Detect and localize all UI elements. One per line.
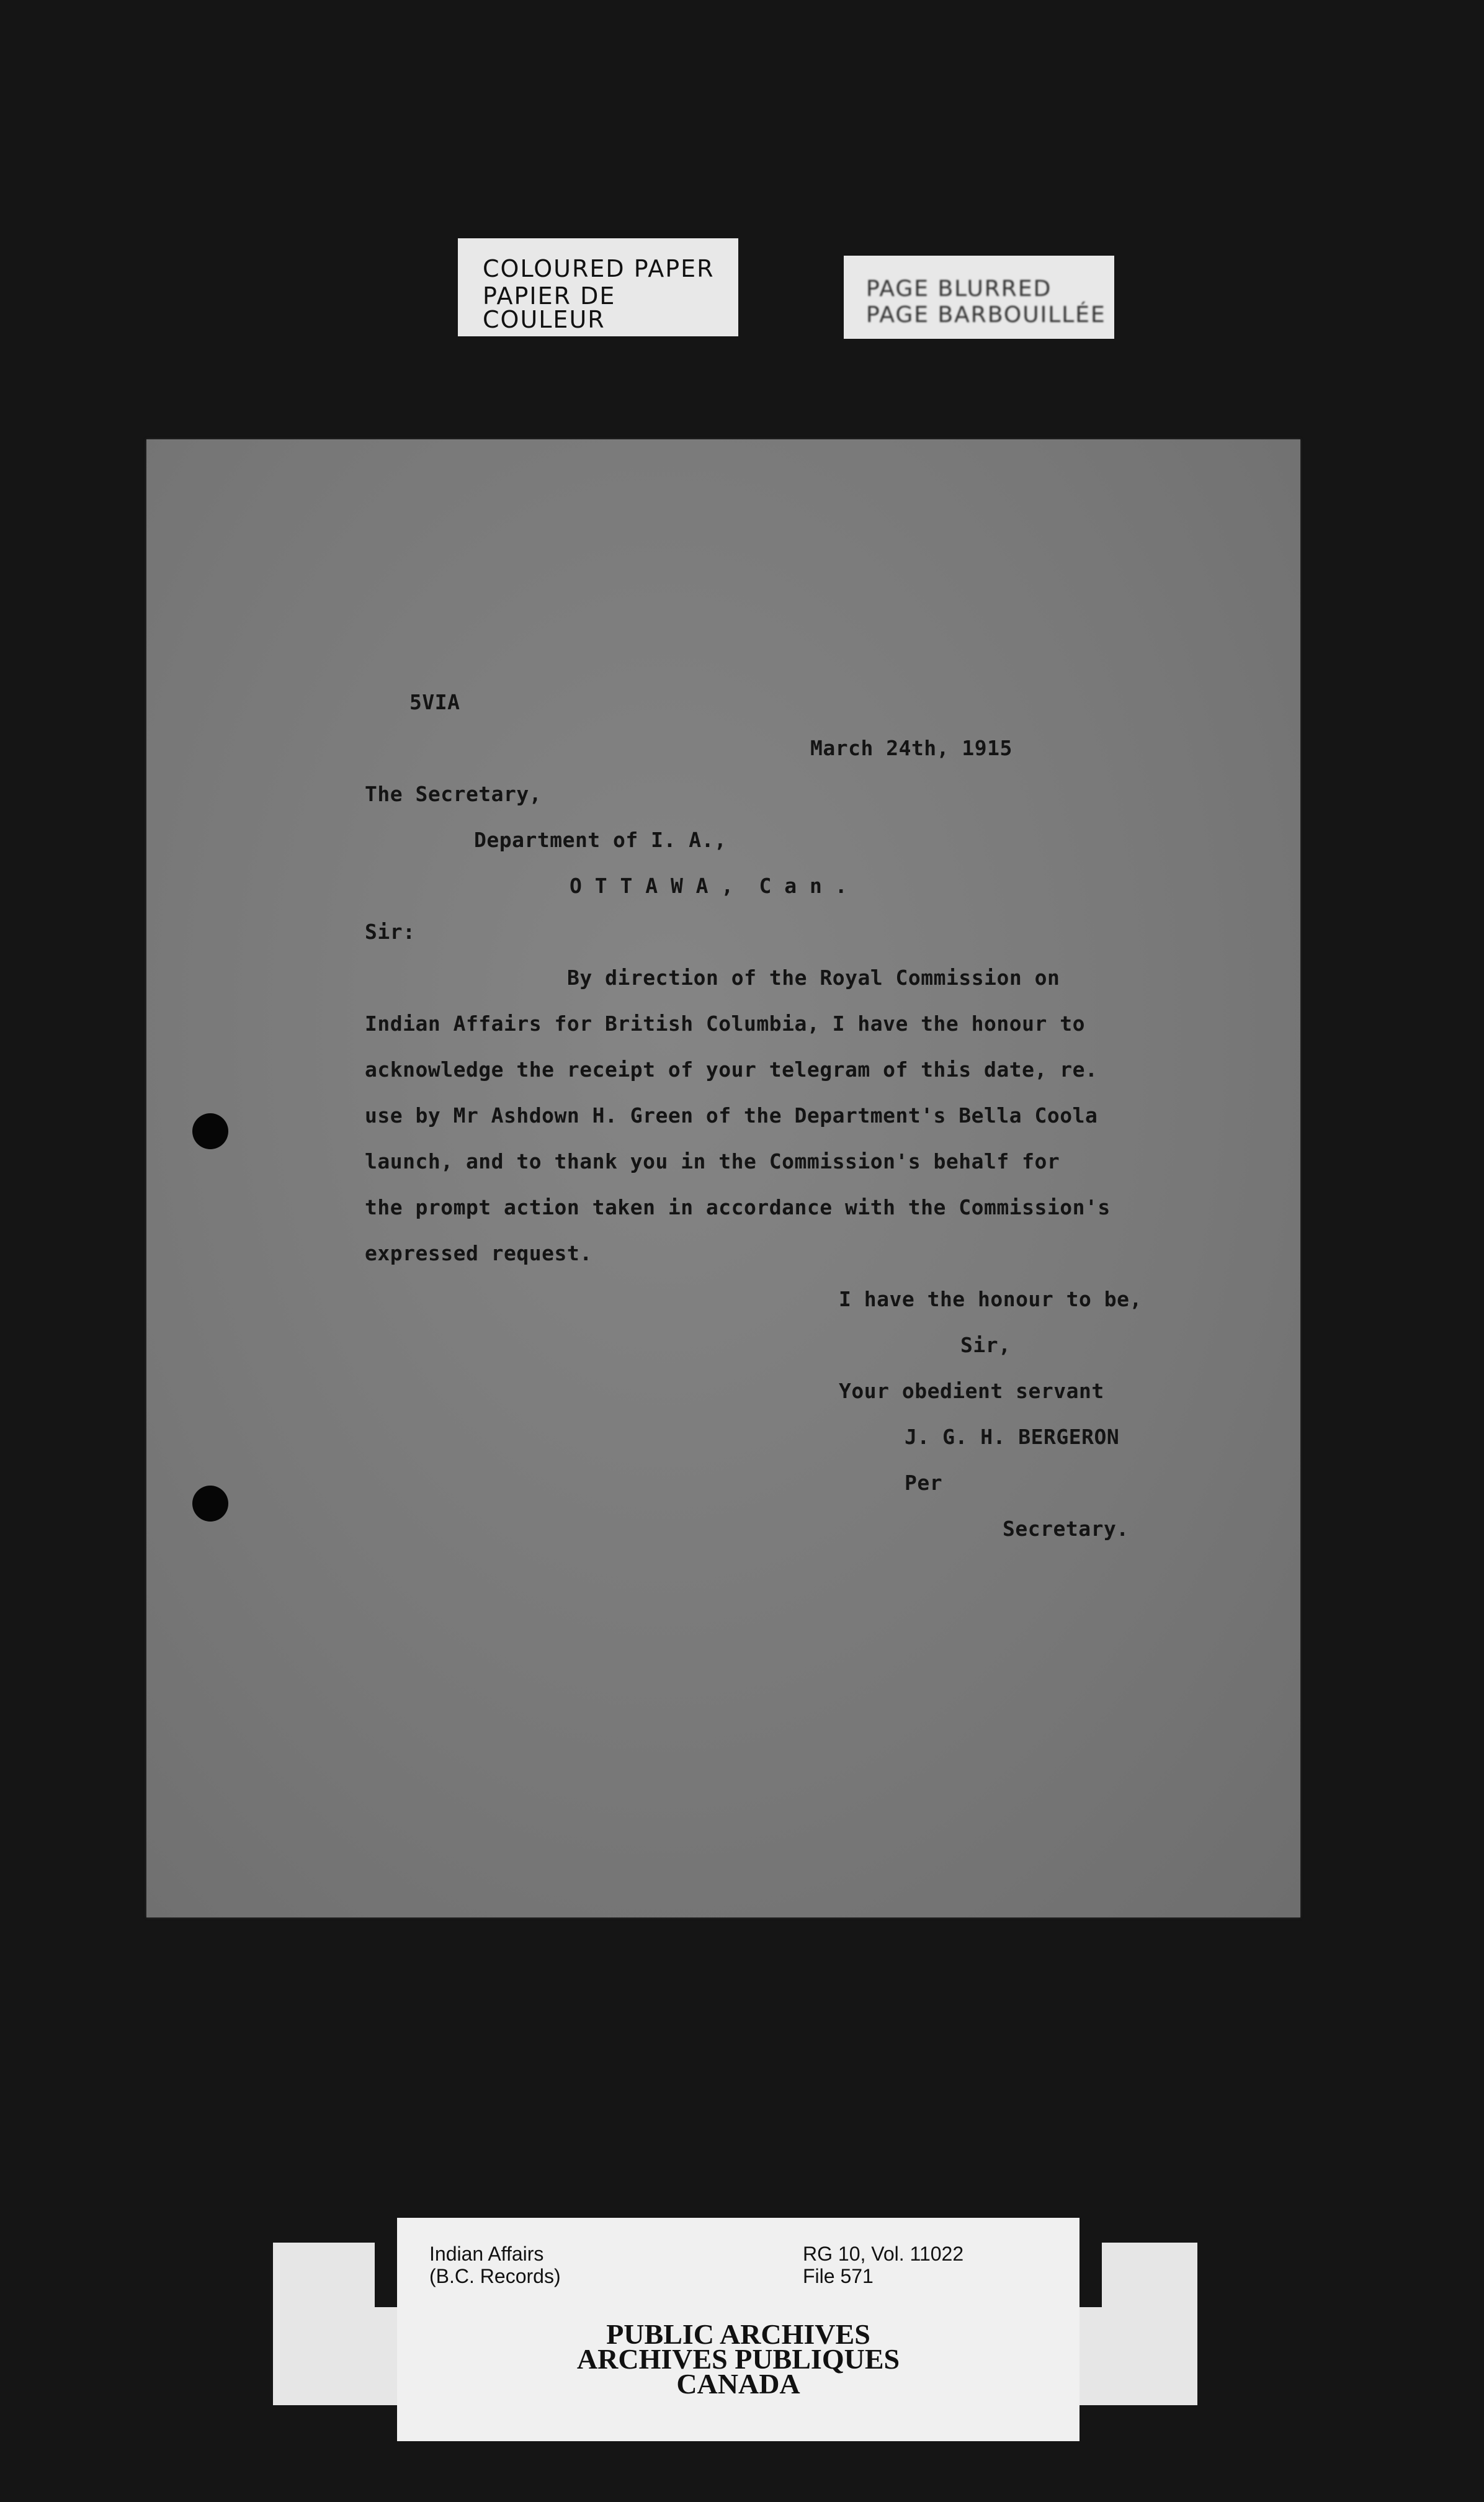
letter-page (146, 439, 1300, 1917)
coloured-paper-fr: PAPIER DE COULEUR (483, 282, 616, 333)
addressee: The Secretary, (365, 782, 542, 806)
archive-footer-card (397, 2218, 1079, 2441)
per-line: Per (905, 1471, 943, 1495)
signatory-title: Secretary. (1003, 1517, 1129, 1541)
footer-tab-left-notch (375, 2243, 400, 2307)
body-line-4: use by Mr Ashdown H. Green of the Department's Bella Coola (365, 1103, 1098, 1128)
body-line-5: launch, and to thank you in the Commission's behalf for (365, 1149, 1060, 1173)
page-blurred-fr: PAGE BARBOUILLÉE (866, 302, 1106, 328)
city: O T T A W A , C a n . (570, 874, 848, 898)
volume-reference: RG 10, Vol. 11022 (803, 2243, 964, 2265)
letter-date: March 24th, 1915 (810, 736, 1012, 760)
archive-name-en: PUBLIC ARCHIVES (606, 2318, 870, 2350)
subcollection-name: (B.C. Records) (429, 2265, 561, 2287)
page-blurred-en: PAGE BLURRED (866, 276, 1052, 302)
country-name: CANADA (676, 2368, 800, 2400)
body-line-7: expressed request. (365, 1241, 592, 1265)
salutation: Sir: (365, 920, 416, 944)
signatory-name: J. G. H. BERGERON (905, 1425, 1120, 1449)
file-reference: File 571 (803, 2265, 874, 2287)
binder-hole-top (192, 1113, 228, 1149)
archive-name-fr: ARCHIVES PUBLIQUES (576, 2343, 900, 2375)
closing-line-1: I have the honour to be, (839, 1287, 1142, 1311)
body-line-1: By direction of the Royal Commission on (567, 966, 1060, 990)
page-blurred-label (844, 256, 1114, 339)
body-line-3: acknowledge the receipt of your telegram of this date, re. (365, 1057, 1098, 1082)
coloured-paper-en: COLOURED PAPER (483, 255, 715, 282)
collection-name: Indian Affairs (429, 2243, 544, 2265)
closing-line-3: Your obedient servant (839, 1379, 1104, 1403)
binder-hole-bottom (192, 1486, 228, 1522)
closing-line-2: Sir, (960, 1333, 1011, 1357)
reference-number: 5VIA (409, 690, 460, 714)
department: Department of I. A., (474, 828, 727, 852)
body-line-2: Indian Affairs for British Columbia, I have the honour to (365, 1011, 1085, 1036)
body-line-6: the prompt action taken in accordance with the Commission's (365, 1195, 1111, 1219)
coloured-paper-label (458, 238, 738, 336)
footer-tab-right-notch (1077, 2243, 1102, 2307)
